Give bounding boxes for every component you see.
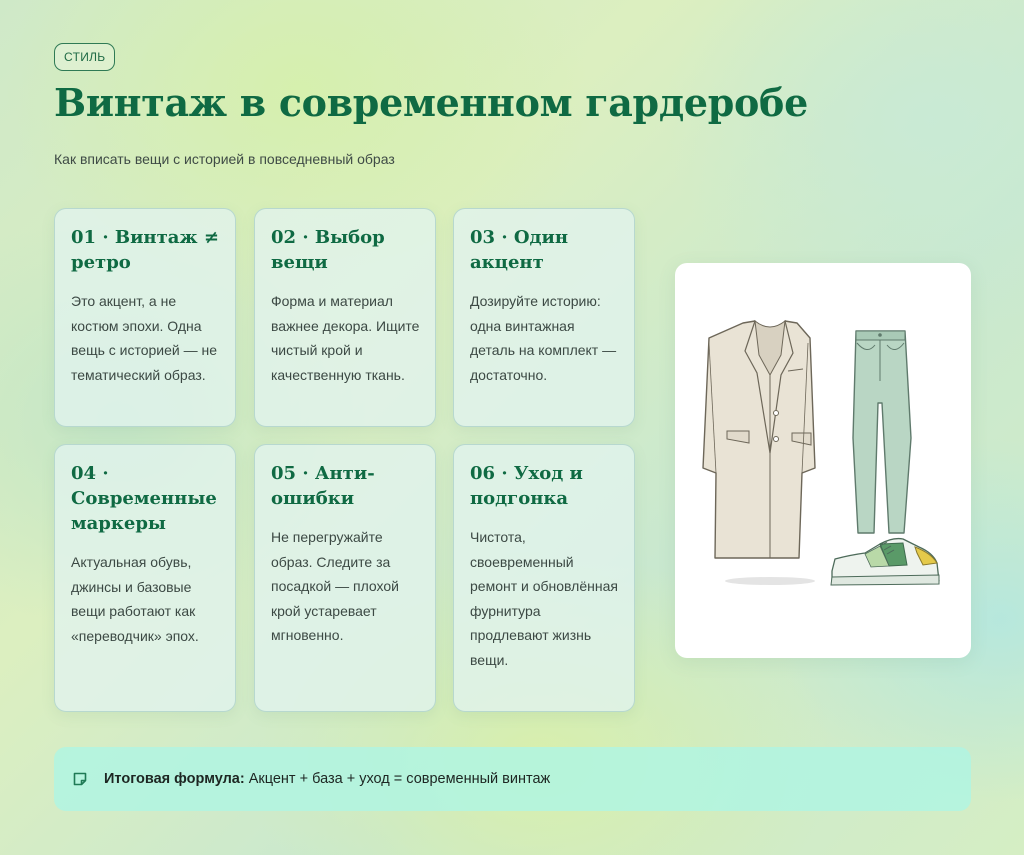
tip-card-title: 03 · Один акцент: [470, 227, 569, 273]
formula-text: Акцент + база + уход = современный винтаж: [248, 771, 551, 787]
outfit-illustration: [675, 263, 971, 658]
tip-card-6: [453, 444, 635, 712]
jeans-icon: [853, 331, 911, 533]
tip-card-3: [453, 208, 635, 427]
formula-label: Итоговая формула:: [104, 771, 245, 787]
tip-card-title: 01 · Винтаж ≠ ретро: [71, 227, 219, 273]
tip-card-1: [54, 208, 236, 427]
category-tag: СТИЛЬ: [54, 43, 115, 71]
tip-card-text: Форма и материал важнее декора. Ищите чистый крой и качественную ткань.: [271, 293, 420, 383]
tip-card-4: [54, 444, 236, 712]
formula-banner: [54, 747, 971, 811]
coat-icon: [703, 321, 815, 585]
tip-card-title: 02 · Выбор вещи: [271, 227, 385, 273]
sneaker-icon: [831, 539, 939, 585]
tip-card-text: Актуальная обувь, джинсы и базовые вещи работают как «переводчик» эпох.: [71, 554, 199, 644]
note-icon: [73, 772, 87, 786]
tip-card-title: 05 · Анти-ошибки: [271, 463, 375, 509]
tip-card-title: 06 · Уход и подгонка: [470, 463, 583, 509]
page-title: Винтаж в современном гардеробе: [54, 80, 808, 125]
page-subtitle: Как вписать вещи с историей в повседневный образ: [54, 151, 395, 167]
outfit-illustration-graphic: [675, 263, 971, 658]
tip-card-text: Дозируйте историю: одна винтажная деталь на комплект — достаточно.: [470, 293, 617, 383]
tip-card-text: Чистота, своевременный ремонт и обновлённая фурнитура продлевают жизнь вещи.: [470, 529, 618, 668]
tip-card-title: 04 · Современные маркеры: [71, 463, 217, 534]
tip-card-text: Это акцент, а не костюм эпохи. Одна вещь с историей — не тематический образ.: [71, 293, 218, 383]
tip-card-5: [254, 444, 436, 712]
tip-card-2: [254, 208, 436, 427]
tip-card-text: Не перегружайте образ. Следите за посадкой — плохой крой устаревает мгновенно.: [271, 529, 399, 643]
